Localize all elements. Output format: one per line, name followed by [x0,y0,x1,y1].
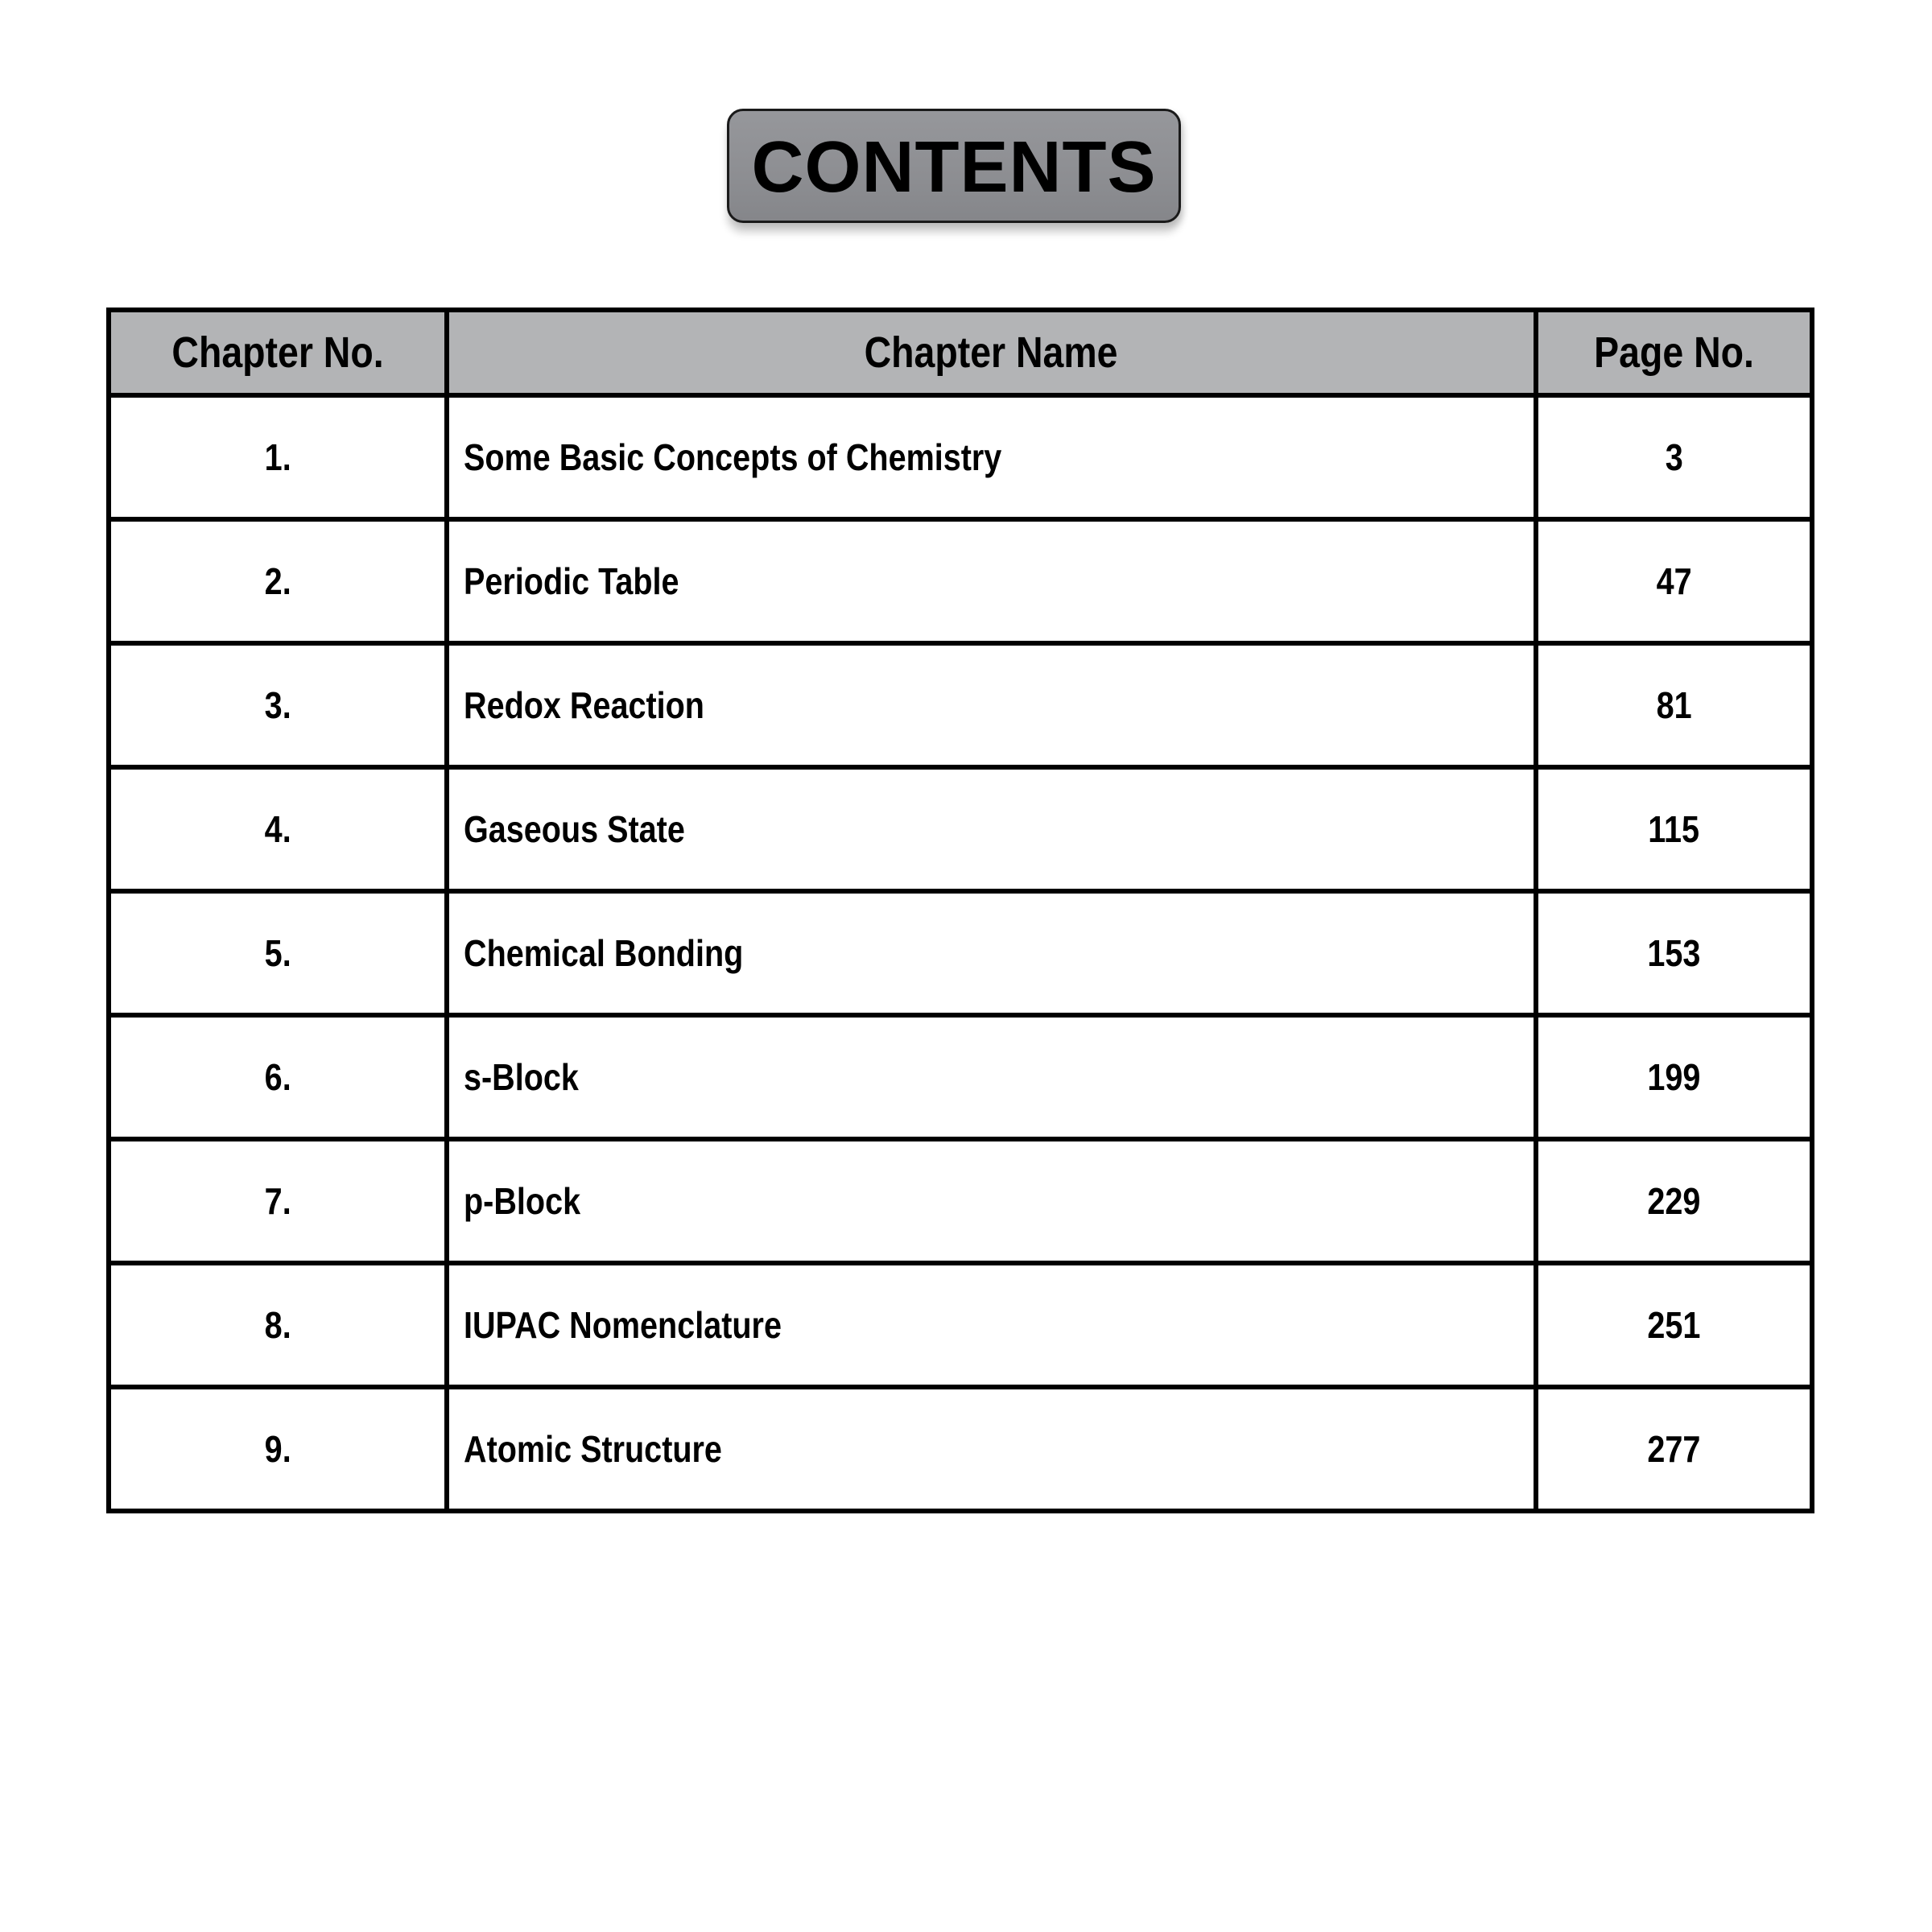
table-row[interactable] [109,767,1812,891]
chapter-name[interactable]: Periodic Table [447,519,1536,643]
table-row[interactable] [109,891,1812,1015]
chapter-name[interactable]: IUPAC Nomenclature [447,1263,1536,1387]
page-number: 81 [1536,643,1812,767]
chapter-name[interactable]: Some Basic Concepts of Chemistry [447,395,1536,519]
page-number: 199 [1536,1015,1812,1139]
page-number: 229 [1536,1139,1812,1263]
table-row[interactable] [109,1139,1812,1263]
chapter-number: 2. [109,519,447,643]
page-title: CONTENTS [751,127,1157,208]
chapter-number: 4. [109,767,447,891]
contents-table [106,308,1814,1513]
chapter-number: 1. [109,395,447,519]
page-number: 47 [1536,519,1812,643]
page-number: 3 [1536,395,1812,519]
column-header-chapter-no: Chapter No. [109,310,447,395]
chapter-name[interactable]: Chemical Bonding [447,891,1536,1015]
page-number: 251 [1536,1263,1812,1387]
table-row[interactable] [109,395,1812,519]
contents-title-box [727,109,1181,223]
column-header-page-no: Page No. [1536,310,1812,395]
column-header-chapter-name: Chapter Name [447,310,1536,395]
chapter-number: 6. [109,1015,447,1139]
chapter-number: 9. [109,1387,447,1511]
chapter-number: 7. [109,1139,447,1263]
chapter-number: 8. [109,1263,447,1387]
table-row[interactable] [109,519,1812,643]
chapter-name[interactable]: Atomic Structure [447,1387,1536,1511]
chapter-name[interactable]: Redox Reaction [447,643,1536,767]
chapter-name[interactable]: Gaseous State [447,767,1536,891]
chapter-name[interactable]: p-Block [447,1139,1536,1263]
page-number: 277 [1536,1387,1812,1511]
page-number: 115 [1536,767,1812,891]
chapter-name[interactable]: s-Block [447,1015,1536,1139]
table-row[interactable] [109,1015,1812,1139]
table-row[interactable] [109,1263,1812,1387]
table-header-row [109,310,1812,395]
chapter-number: 3. [109,643,447,767]
chapter-number: 5. [109,891,447,1015]
page-number: 153 [1536,891,1812,1015]
table-row[interactable] [109,643,1812,767]
table-row[interactable] [109,1387,1812,1511]
